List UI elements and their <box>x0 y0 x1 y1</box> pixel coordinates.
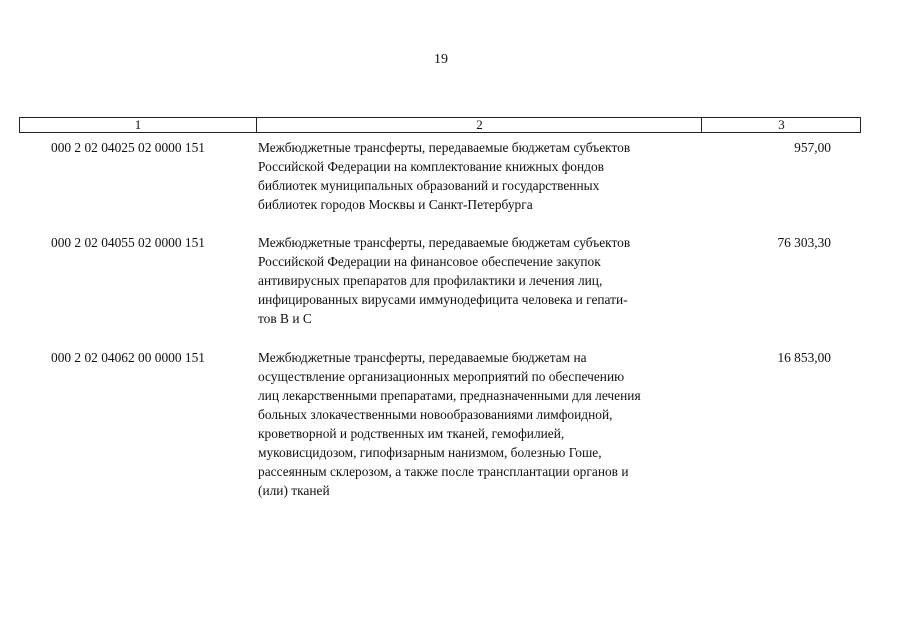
description <box>258 348 698 500</box>
budget-code: 000 2 02 04055 02 0000 151 <box>51 235 205 250</box>
column-header-2: 2 <box>256 118 702 132</box>
description-line: библиотек муниципальных образований и государственных <box>258 178 600 193</box>
description-line: рассеянным склерозом, а также после трансплантации органов и <box>258 464 629 479</box>
description-line: осуществление организационных мероприятий по обеспечению <box>258 369 625 384</box>
table-header <box>19 117 861 133</box>
description-line: библиотек городов Москвы и Санкт-Петербурга <box>258 197 533 212</box>
description-line: муковисцидозом, гипофизарным нанизмом, болезнью Гоше, <box>258 445 602 460</box>
description-line: Российской Федерации на комплектование книжных фондов <box>258 159 604 174</box>
budget-code: 000 2 02 04025 02 0000 151 <box>51 140 205 155</box>
description-line: антивирусных препаратов для профилактики и лечения лиц, <box>258 273 603 288</box>
description-line: Межбюджетные трансферты, передаваемые бюджетам субъектов <box>258 235 631 250</box>
column-header-1: 1 <box>134 117 142 132</box>
description-line: Межбюджетные трансферты, передаваемые бюджетам субъектов <box>258 140 631 155</box>
description-line: Российской Федерации на финансовое обеспечение закупок <box>258 254 601 269</box>
description-line: инфицированных вирусами иммунодефицита человека и гепати- <box>258 292 628 307</box>
description <box>258 138 698 214</box>
column-header-3: 3 <box>701 118 861 132</box>
amount: 957,00 <box>794 140 831 155</box>
amount: 76 303,30 <box>777 235 831 250</box>
page-number: 19 <box>434 52 448 67</box>
budget-code: 000 2 02 04062 00 0000 151 <box>51 350 205 365</box>
description-line: кроветворной и родственных им тканей, гемофилией, <box>258 426 565 441</box>
description <box>258 233 698 328</box>
amount: 16 853,00 <box>777 350 831 365</box>
description-line: Межбюджетные трансферты, передаваемые бюджетам на <box>258 350 587 365</box>
description-line: тов В и С <box>258 311 312 326</box>
description-line: (или) тканей <box>258 483 330 498</box>
description-line: больных злокачественными новообразованиями лимфоидной, <box>258 407 613 422</box>
description-line: лиц лекарственными препаратами, предназначенными для лечения <box>258 388 641 403</box>
